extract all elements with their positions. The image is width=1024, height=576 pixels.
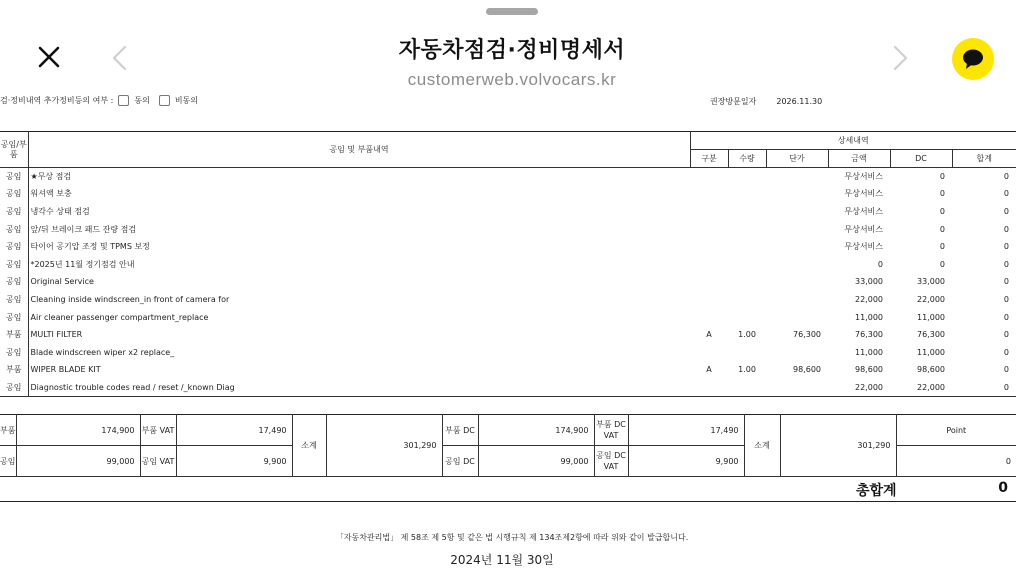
parts-dc-vat-value: 17,490 — [628, 415, 744, 446]
row-unit-price — [766, 255, 828, 273]
row-description: Blade windscreen wiper x2 replace_ — [30, 347, 175, 357]
table-row — [0, 185, 1016, 203]
subtotal-value: 301,290 — [326, 415, 442, 477]
row-total: 0 — [1003, 206, 1010, 216]
row-total: 0 — [1003, 259, 1010, 269]
row-grade — [690, 255, 728, 273]
row-unit-price — [766, 220, 828, 238]
row-type: 공임 — [0, 291, 28, 309]
row-dc: 11,000 — [917, 312, 945, 322]
labor-vat-label: 공임 VAT — [140, 446, 176, 477]
col-header-unit-price: 단가 — [766, 150, 828, 168]
row-unit-price — [766, 168, 828, 186]
table-row — [0, 203, 1016, 221]
row-amount: 76,300 — [855, 330, 883, 340]
row-unit-price — [766, 291, 828, 309]
table-row — [0, 343, 1016, 361]
row-amount: 0 — [877, 259, 883, 269]
row-description: WIPER BLADE KIT — [30, 365, 101, 375]
row-total: 0 — [1003, 242, 1010, 252]
row-grade — [690, 220, 728, 238]
row-type: 공임 — [0, 203, 28, 221]
row-quantity — [728, 273, 766, 291]
row-unit-price — [766, 273, 828, 291]
inspection-document — [0, 92, 1024, 576]
table-row — [0, 308, 1016, 326]
subtotal-label: 소계 — [292, 415, 326, 477]
row-dc: 0 — [939, 172, 945, 182]
table-row — [0, 291, 1016, 309]
labor-dc-value: 99,000 — [478, 446, 594, 477]
point-label: Point — [896, 415, 1016, 446]
row-amount: 무상서비스 — [844, 189, 883, 199]
row-quantity — [728, 343, 766, 361]
row-description: Original Service — [30, 277, 94, 287]
kakaotalk-chat-icon — [961, 48, 985, 70]
row-unit-price — [766, 203, 828, 221]
additional-repair-consent — [0, 95, 198, 106]
parts-dc-value: 174,900 — [478, 415, 594, 446]
row-amount: 무상서비스 — [844, 206, 883, 216]
row-quantity — [728, 255, 766, 273]
row-quantity: 1.00 — [738, 330, 756, 340]
chevron-left-icon — [108, 44, 132, 72]
table-row — [0, 238, 1016, 256]
row-dc: 0 — [939, 259, 945, 269]
row-grade — [690, 379, 728, 397]
labor-dc-label: 공임 DC — [442, 446, 478, 477]
close-icon — [34, 42, 64, 72]
row-grade — [690, 238, 728, 256]
row-description: 타이어 공기압 조정 및 TPMS 보정 — [30, 242, 150, 252]
labor-dc-vat-label: 공임 DC VAT — [594, 446, 628, 477]
row-description: ★무상 점검 — [30, 172, 72, 182]
table-row — [0, 168, 1016, 186]
row-type: 공임 — [0, 273, 28, 291]
row-type: 부품 — [0, 326, 28, 344]
row-quantity: 1.00 — [738, 365, 756, 375]
agree-checkbox[interactable] — [118, 95, 129, 106]
col-header-amount: 금액 — [828, 150, 890, 168]
row-dc: 98,600 — [917, 365, 945, 375]
issue-date: 2024년 11월 30일 — [450, 553, 554, 567]
row-dc: 22,000 — [917, 294, 945, 304]
visit-date: 2026.11.30 — [776, 97, 823, 106]
row-amount: 무상서비스 — [844, 242, 883, 252]
row-quantity — [728, 291, 766, 309]
row-grade — [690, 168, 728, 186]
row-unit-price — [766, 343, 828, 361]
row-quantity — [728, 168, 766, 186]
row-total: 0 — [1003, 294, 1010, 304]
back-button[interactable] — [108, 44, 132, 72]
grand-total-value: 0 — [998, 480, 1008, 496]
row-dc: 76,300 — [917, 330, 945, 340]
page-title: 자동차점검·정비명세서 — [398, 38, 626, 63]
row-type: 공임 — [0, 220, 28, 238]
point-value: 0 — [896, 446, 1016, 477]
parts-vat-label: 부품 VAT — [140, 415, 176, 446]
row-dc: 0 — [939, 206, 945, 216]
row-description: 앞/뒤 브레이크 패드 잔량 점검 — [30, 224, 137, 234]
forward-button[interactable] — [888, 44, 912, 72]
row-total: 0 — [1003, 224, 1010, 234]
row-total: 0 — [1003, 330, 1010, 340]
dc-subtotal-value: 301,290 — [780, 415, 896, 477]
col-header-detail: 상세내역 — [690, 132, 1016, 150]
row-grade: A — [706, 365, 712, 375]
row-total: 0 — [1003, 277, 1010, 287]
row-dc: 0 — [939, 242, 945, 252]
table-row — [0, 361, 1016, 379]
row-total: 0 — [1003, 347, 1010, 357]
table-row — [0, 379, 1016, 397]
parts-dc-label: 부품 DC — [442, 415, 478, 446]
disagree-label: 비동의 — [174, 96, 198, 105]
row-grade — [690, 273, 728, 291]
row-dc: 11,000 — [917, 347, 945, 357]
visit-label: 권장방문일자 — [710, 97, 757, 106]
row-unit-price: 76,300 — [793, 330, 821, 340]
row-grade — [690, 308, 728, 326]
row-grade — [690, 185, 728, 203]
row-unit-price — [766, 185, 828, 203]
row-quantity — [728, 203, 766, 221]
title-block — [300, 33, 724, 90]
row-amount: 22,000 — [828, 379, 890, 397]
row-quantity — [728, 308, 766, 326]
table-row — [0, 326, 1016, 344]
row-amount: 무상서비스 — [844, 224, 883, 234]
parts-dc-vat-label: 부품 DC VAT — [594, 415, 628, 446]
row-unit-price: 98,600 — [793, 365, 821, 375]
row-dc: 33,000 — [917, 277, 945, 287]
row-description: 워셔액 보충 — [30, 189, 72, 199]
row-total: 0 — [1003, 189, 1010, 199]
row-unit-price — [766, 238, 828, 256]
table-row — [0, 220, 1016, 238]
row-total: 0 — [952, 379, 1016, 397]
grand-total-row — [0, 476, 1016, 502]
parts-value: 174,900 — [16, 415, 140, 446]
row-total: 0 — [1003, 365, 1010, 375]
chevron-right-icon — [888, 44, 912, 72]
consent-label: 검·정비내역 추가정비등의 여부 : — [0, 96, 114, 105]
row-type: 공임 — [0, 238, 28, 256]
col-header-dc: DC — [890, 150, 952, 168]
row-description: MULTI FILTER — [30, 330, 83, 340]
row-description: Diagnostic trouble codes read / reset /_known Diag — [28, 379, 690, 397]
row-amount: 98,600 — [855, 365, 883, 375]
row-type: 공임 — [0, 168, 28, 186]
disagree-checkbox[interactable] — [159, 95, 170, 106]
row-type: 공임 — [0, 185, 28, 203]
row-amount: 22,000 — [855, 294, 883, 304]
row-unit-price — [766, 308, 828, 326]
row-description: Air cleaner passenger compartment_replace — [30, 312, 209, 322]
dc-subtotal-label: 소계 — [744, 415, 780, 477]
row-type: 공임 — [0, 343, 28, 361]
row-total: 0 — [1003, 312, 1010, 322]
row-dc: 22,000 — [890, 379, 952, 397]
parts-vat-value: 17,490 — [176, 415, 292, 446]
row-total: 0 — [1003, 172, 1010, 182]
parts-label: 부품 — [0, 415, 16, 446]
labor-value: 99,000 — [16, 446, 140, 477]
kakaotalk-share-button[interactable] — [952, 38, 994, 80]
table-row — [0, 273, 1016, 291]
col-header-grade: 구분 — [690, 150, 728, 168]
col-header-quantity: 수량 — [728, 150, 766, 168]
row-amount: 33,000 — [855, 277, 883, 287]
close-button[interactable] — [34, 42, 64, 72]
row-grade: A — [706, 330, 712, 340]
agree-label: 동의 — [134, 96, 150, 105]
row-amount: 무상서비스 — [844, 172, 883, 182]
row-quantity — [728, 220, 766, 238]
items-table-body — [0, 168, 1016, 397]
col-header-type: 공임/부품 — [0, 132, 28, 168]
legal-notice: 「자동차관리법」 제 58조 제 5항 및 같은 법 시행규칙 제 134조제2항에 따라 위와 같이 발급합니다. — [335, 533, 689, 542]
row-quantity — [728, 238, 766, 256]
labor-vat-value: 9,900 — [176, 446, 292, 477]
row-quantity — [728, 185, 766, 203]
items-table — [0, 131, 1016, 397]
col-header-description: 공임 및 부품내역 — [28, 132, 690, 168]
row-grade — [690, 203, 728, 221]
row-dc: 0 — [939, 189, 945, 199]
row-description: Cleaning inside windscreen_in front of camera for — [30, 294, 230, 304]
table-row — [0, 255, 1016, 273]
row-description: 냉각수 상태 점검 — [30, 206, 90, 216]
row-dc: 0 — [939, 224, 945, 234]
recommended-visit — [710, 96, 822, 107]
row-type: 부품 — [0, 361, 28, 379]
row-grade — [690, 291, 728, 309]
col-header-total: 합계 — [952, 150, 1016, 168]
row-type: 공임 — [0, 255, 28, 273]
row-amount: 11,000 — [855, 347, 883, 357]
row-quantity — [728, 379, 766, 397]
row-amount: 11,000 — [855, 312, 883, 322]
sheet-header — [0, 0, 1024, 92]
row-grade — [690, 343, 728, 361]
totals-table — [0, 414, 1016, 477]
sheet-grabber-handle[interactable] — [486, 8, 538, 15]
labor-dc-vat-value: 9,900 — [628, 446, 744, 477]
row-type: 공임 — [0, 308, 28, 326]
grand-total-label: 총합계 — [856, 483, 897, 499]
row-type: 공임 — [0, 379, 28, 397]
row-description: *2025년 11월 정기점검 안내 — [30, 259, 135, 269]
page-url: customerweb.volvocars.kr — [407, 70, 617, 89]
labor-label: 공임 — [0, 446, 16, 477]
row-unit-price — [766, 379, 828, 397]
